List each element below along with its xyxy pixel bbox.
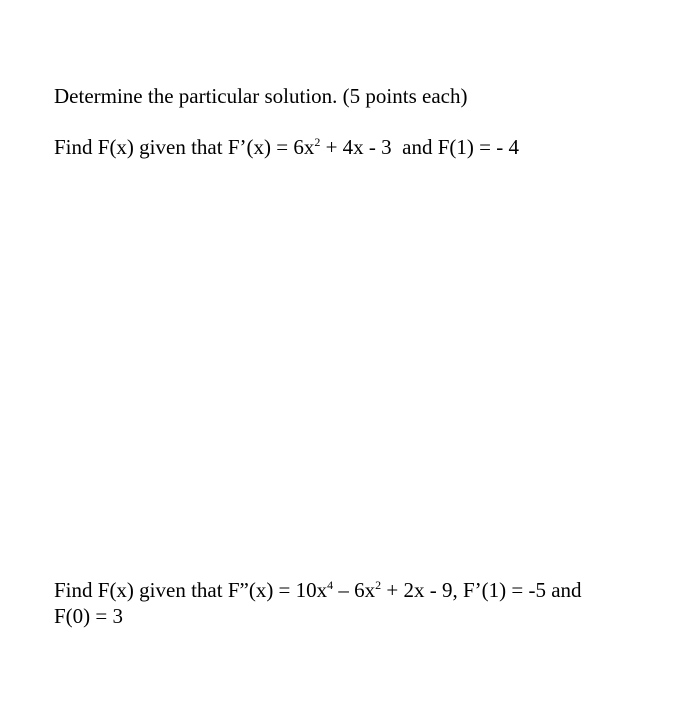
problem-2-exponent-2: 2 <box>375 578 382 592</box>
problem-1-rest: + 4x - 3 and F(1) = - 4 <box>320 135 519 159</box>
problem-2-lead: Find F(x) given that F”(x) = 10x <box>54 578 328 602</box>
problem-1-lead: Find F(x) given that F’(x) = 6x <box>54 135 315 159</box>
instructions-heading: Determine the particular solution. (5 points each) <box>54 84 468 108</box>
problem-2-rest: + 2x - 9, F’(1) = -5 and <box>381 578 582 602</box>
problem-1-exponent: 2 <box>314 135 321 149</box>
problem-2-middle: – 6x <box>333 578 376 602</box>
problem-2-line-2: F(0) = 3 <box>54 604 124 628</box>
problem-2-line-1 <box>54 578 582 602</box>
problem-2-exponent-1: 4 <box>327 578 334 592</box>
problem-1 <box>54 135 519 159</box>
